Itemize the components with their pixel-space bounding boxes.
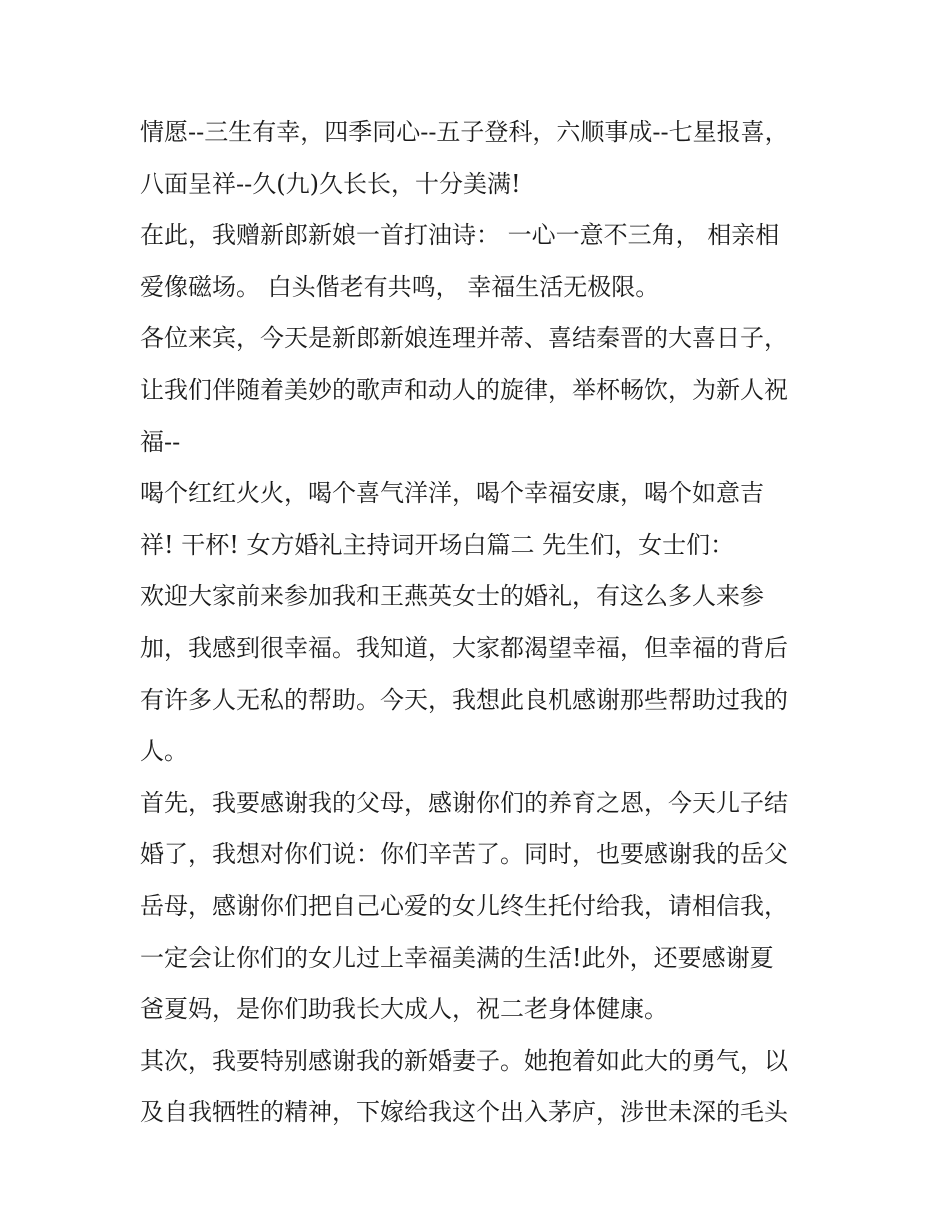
text-line: 各位来宾，今天是新郎新娘连理并蒂、喜结秦晋的大喜日子，	[140, 324, 788, 353]
text-line: 一定会让你们的女儿过上幸福美满的生活!此外，还要感谢夏	[140, 943, 774, 972]
text-line: 让我们伴随着美妙的歌声和动人的旋律，举杯畅饮，为新人祝	[140, 375, 788, 404]
text-line: 福--	[140, 427, 181, 456]
text-line: 有许多人无私的帮助。今天，我想此良机感谢那些帮助过我的	[140, 685, 788, 714]
text-line: 首先，我要感谢我的父母，感谢你们的养育之恩，今天儿子结	[140, 788, 788, 817]
text-line: 喝个红红火火，喝个喜气洋洋，喝个幸福安康，喝个如意吉	[140, 479, 764, 508]
document-body	[140, 107, 830, 1139]
text-line: 加，我感到很幸福。我知道，大家都渴望幸福，但幸福的背后	[140, 633, 788, 662]
text-line: 欢迎大家前来参加我和王燕英女士的婚礼，有这么多人来参	[140, 582, 764, 611]
text-line: 及自我牺牲的精神，下嫁给我这个出入茅庐，涉世未深的毛头	[140, 1098, 788, 1127]
text-line: 爱像磁场。 白头偕老有共鸣， 幸福生活无极限。	[140, 272, 660, 301]
text-line: 岳母，感谢你们把自己心爱的女儿终生托付给我，请相信我，	[140, 891, 788, 920]
text-line: 其次，我要特别感谢我的新婚妻子。她抱着如此大的勇气，以	[140, 1046, 788, 1075]
text-line: 祥! 干杯! 女方婚礼主持词开场白篇二 先生们，女士们：	[140, 530, 735, 559]
text-line: 在此，我赠新郎新娘一首打油诗： 一心一意不三角， 相亲相	[140, 221, 780, 250]
text-line: 爸夏妈，是你们助我长大成人，祝二老身体健康。	[140, 995, 668, 1024]
text-line: 婚了，我想对你们说：你们辛苦了。同时，也要感谢我的岳父	[140, 840, 788, 869]
text-line: 八面呈祥--久(九)久长长，十分美满!	[140, 169, 521, 198]
text-line: 人。	[140, 737, 188, 766]
text-line: 情愿--三生有幸，四季同心--五子登科，六顺事成--七星报喜，	[140, 118, 789, 146]
